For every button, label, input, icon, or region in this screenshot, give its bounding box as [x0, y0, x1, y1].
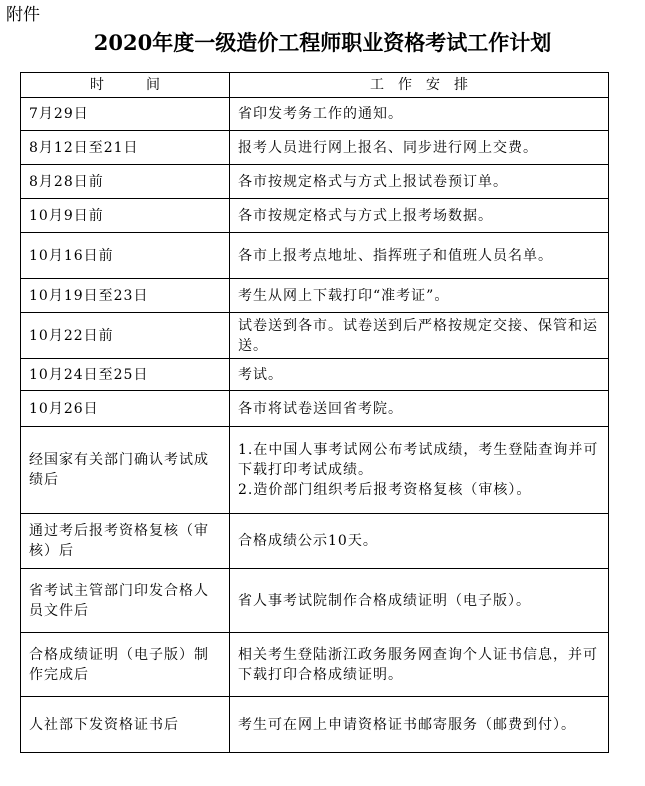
- cell-task: [230, 165, 609, 199]
- cell-task: [230, 359, 609, 391]
- task-line: 考试。: [238, 366, 283, 383]
- table-row: [21, 514, 609, 569]
- table-row: [21, 633, 609, 697]
- page-title: 2020年度一级造价工程师职业资格考试工作计划: [93, 30, 552, 55]
- cell-task: [230, 98, 609, 131]
- task-line: 省人事考试院制作合格成绩证明（电子版）。: [238, 592, 531, 609]
- cell-task: [230, 569, 609, 633]
- task-line: 各市按规定格式与方式上报试卷预订单。: [238, 173, 508, 190]
- cell-task: [230, 313, 609, 359]
- task-line: 合格成绩公示10天。: [238, 533, 378, 549]
- cell-time: 10月26日: [21, 391, 230, 427]
- task-line: 1.在中国人事考试网公布考试成绩，考生登陆查询并可下载打印考试成绩。: [238, 442, 599, 478]
- table-row: [21, 279, 609, 313]
- table-row: [21, 165, 609, 199]
- cell-task: [230, 131, 609, 165]
- table-row: [21, 427, 609, 514]
- cell-task: [230, 697, 609, 753]
- header-time: 时 间: [21, 73, 230, 98]
- table-row: [21, 391, 609, 427]
- task-line: 各市上报考点地址、指挥班子和值班人员名单。: [238, 247, 553, 264]
- table-row: [21, 131, 609, 165]
- cell-time: 通过考后报考资格复核（审核）后: [21, 514, 230, 569]
- work-plan-table: [20, 72, 609, 753]
- cell-time: 10月22日前: [21, 313, 230, 359]
- attachment-label: 附件: [6, 5, 40, 25]
- cell-task: [230, 199, 609, 233]
- task-line: 考生可在网上申请资格证书邮寄服务（邮费到付）。: [238, 716, 576, 733]
- table-row: [21, 359, 609, 391]
- task-line: 各市将试卷送回省考院。: [238, 400, 403, 417]
- table-row: [21, 199, 609, 233]
- cell-task: [230, 633, 609, 697]
- header-task: 工 作 安 排: [230, 73, 609, 98]
- table-row: [21, 233, 609, 279]
- cell-time: 7月29日: [21, 98, 230, 131]
- task-line: 试卷送到各市。试卷送到后严格按规定交接、保管和运送。: [238, 317, 598, 354]
- cell-time: 10月19日至23日: [21, 279, 230, 313]
- cell-time: 经国家有关部门确认考试成绩后: [21, 427, 230, 514]
- cell-time: 10月16日前: [21, 233, 230, 279]
- table-row: [21, 697, 609, 753]
- table-body: [21, 98, 609, 753]
- cell-time: 省考试主管部门印发合格人员文件后: [21, 569, 230, 633]
- task-line: 2.造价部门组织考后报考资格复核（审核）。: [238, 482, 532, 498]
- cell-time: 10月9日前: [21, 199, 230, 233]
- table-row: [21, 569, 609, 633]
- cell-task: [230, 514, 609, 569]
- cell-time: 合格成绩证明（电子版）制作完成后: [21, 633, 230, 697]
- task-line: 省印发考务工作的通知。: [238, 106, 403, 122]
- task-line: 相关考生登陆浙江政务服务网查询个人证书信息，并可下载打印合格成绩证明。: [238, 646, 598, 683]
- cell-time: 8月28日前: [21, 165, 230, 199]
- cell-task: [230, 391, 609, 427]
- cell-time: 8月12日至21日: [21, 131, 230, 165]
- task-line: 考生从网上下载打印“准考证”。: [238, 287, 450, 304]
- cell-task: [230, 279, 609, 313]
- cell-time: 人社部下发资格证书后: [21, 697, 230, 753]
- table-header-row: [21, 73, 609, 98]
- task-line: 报考人员进行网上报名、同步进行网上交费。: [238, 139, 538, 156]
- cell-task: [230, 427, 609, 514]
- task-line: 各市按规定格式与方式上报考场数据。: [238, 207, 493, 224]
- table-row: [21, 98, 609, 131]
- cell-task: [230, 233, 609, 279]
- cell-time: 10月24日至25日: [21, 359, 230, 391]
- table-row: [21, 313, 609, 359]
